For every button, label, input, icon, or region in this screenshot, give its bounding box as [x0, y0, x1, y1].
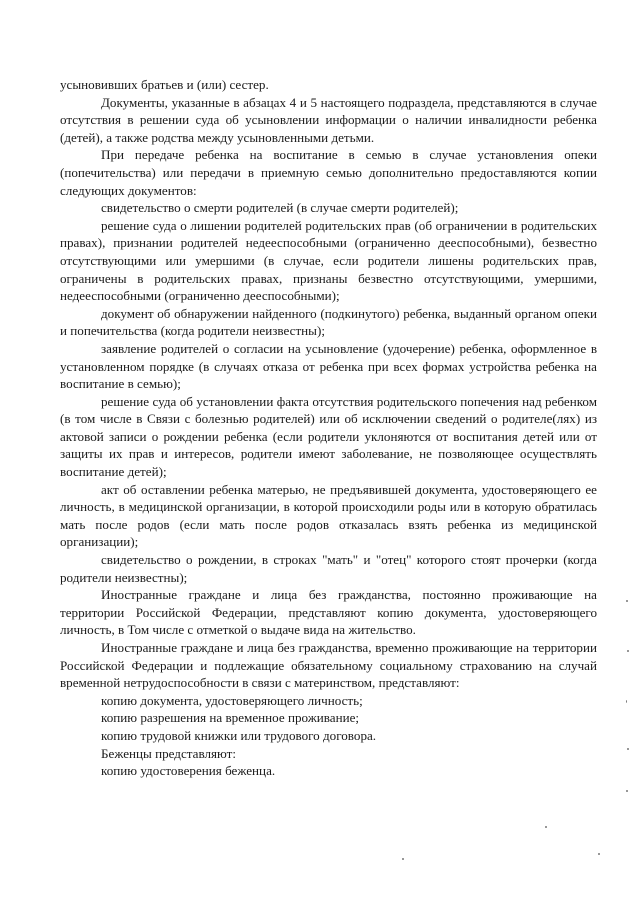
scan-speck: [402, 858, 404, 860]
paragraph-parents-consent: заявление родителей о согласии на усыновление (удочерение) ребенка, оформленное в установленном порядке (в случаях отказа от ребенка при всех формах устройства ребенка на воспитание в семью);: [60, 340, 597, 392]
scan-speck: [627, 748, 629, 750]
scan-speck: [598, 853, 600, 855]
paragraph-court-decision-care: решение суда об установлении факта отсутствия родительского попечения над ребенком (в том числе в Связи с болезнью родителей) или об исключении сведений о родителе(лях) из актовой записи о рождении ребенка (если родители уклоняются от воспитания детей или от защиты их прав и интересов, родители имеют заболевание, не позволяющее осуществлять воспитание детей);: [60, 393, 597, 480]
scan-speck: [626, 700, 627, 703]
list-item-employment-record: копию трудовой книжки или трудового договора.: [101, 727, 377, 743]
scan-speck: [626, 790, 628, 792]
paragraph-documents-abzac: Документы, указанные в абзацах 4 и 5 настоящего подраздела, представляются в случае отсутствия в решении суда об усыновлении информации о наличии инвалидности ребенка (детей), а также родства между усыновленными детьми.: [60, 94, 597, 145]
scan-speck: [545, 826, 547, 828]
paragraph-permanent-foreigners: Иностранные граждане и лица без гражданства, постоянно проживающие на территории Российской Федерации, представляют копию документа, удостоверяющего личность, в Том числе с отметкой о выдаче вида на жительство.: [60, 587, 597, 638]
list-item-identity-document: копию документа, удостоверяющего личность;: [101, 692, 363, 708]
scan-speck: [626, 600, 628, 602]
paragraph-death-certificate: свидетельство о смерти родителей (в случае смерти родителей);: [101, 200, 459, 216]
paragraph-transfer-to-family: При передаче ребенка на воспитание в семью в случае установления опеки (попечительства) или передачи в приемную семью дополнительно предоставляются копии следующих документов:: [60, 147, 597, 198]
document-page: [60, 76, 597, 780]
paragraph-birth-certificate: свидетельство о рождении, в строках "мать" и "отец" которого стоят прочерки (когда родители неизвестны);: [60, 552, 597, 585]
paragraph-abandonment-act: акт об оставлении ребенка матерью, не предъявившей документа, удостоверяющего ее личность, в медицинской организации, в которой происходили роды или в которую обратилась мать после родов (если мать после родов отказалась взять ребенка из медицинской организации);: [60, 481, 597, 550]
paragraph-court-decision-rights: решение суда о лишении родителей родительских прав (об ограничении в родительских правах), признании родителей недееспособными (ограниченно дееспособными), безвестно отсутствующими или умершими (в случае, если родители лишены родительских прав, ограничены в родительских правах, признаны безвестно отсутствующими, умершими, недееспособными (ограниченно дееспособными);: [60, 217, 597, 304]
paragraph-temporary-foreigners: Иностранные граждане и лица без гражданства, временно проживающие на территории Российской Федерации и подлежащие обязательному социальному страхованию на случай временной нетрудоспособности в связи с материнством, представляют:: [60, 640, 597, 691]
scan-speck: [627, 650, 629, 652]
list-item-refugee-certificate: копию удостоверения беженца.: [101, 763, 276, 779]
list-item-refugees-heading: Беженцы представляют:: [101, 745, 236, 761]
paragraph-continuation: усыновивших братьев и (или) сестер.: [60, 77, 269, 92]
paragraph-found-child-document: документ об обнаружении найденного (подкинутого) ребенка, выданный органом опеки и попечительства (когда родители неизвестны);: [60, 305, 597, 339]
list-item-temporary-residence: копию разрешения на временное проживание;: [101, 710, 360, 726]
